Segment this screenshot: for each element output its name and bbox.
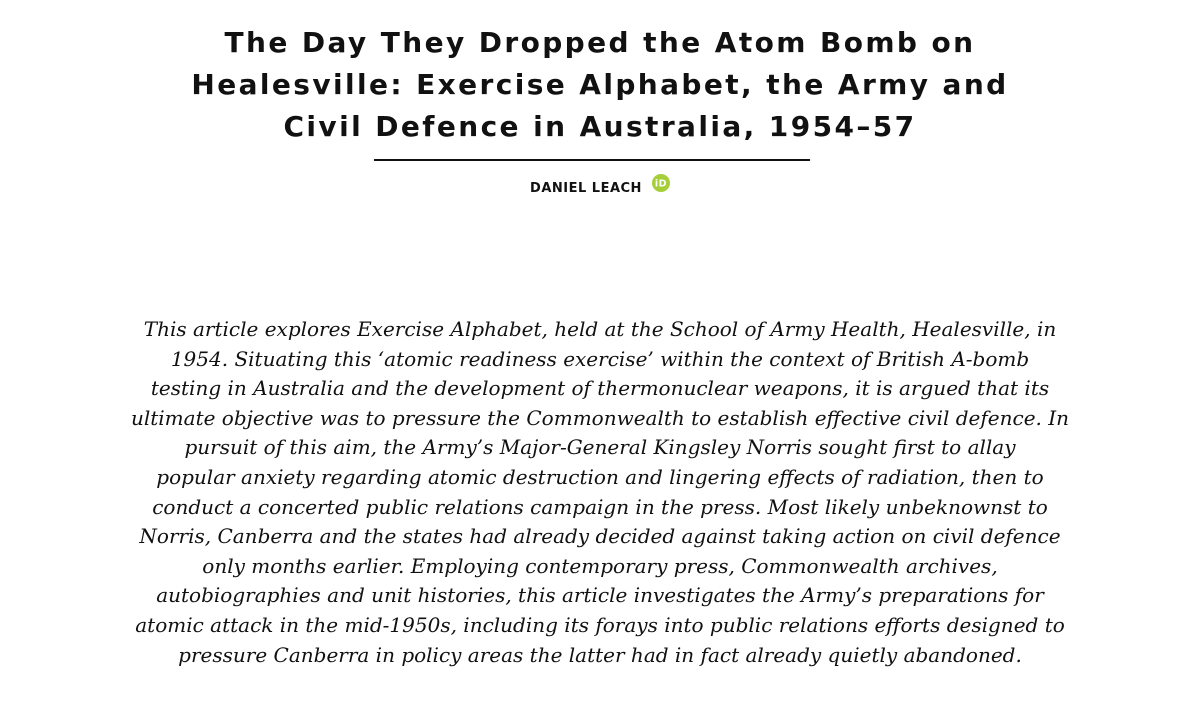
abstract-line-8: Norris, Canberra and the states had already decided against taking action on civil defence — [139, 524, 1061, 549]
title-divider — [374, 159, 810, 161]
abstract-line-3: testing in Australia and the development of thermonuclear weapons, it is argued that its — [150, 376, 1050, 401]
abstract-line-11: atomic attack in the mid-1950s, including its forays into public relations efforts designed to — [135, 612, 1065, 637]
title-line-2: Healesville: Exercise Alphabet, the Army and — [191, 68, 1009, 101]
author-name: DANIEL LEACH — [530, 181, 642, 196]
abstract-line-12: pressure Canberra in policy areas the latter had in fact already quietly abandoned. — [178, 642, 1022, 667]
title-line-3: Civil Defence in Australia, 1954–57 — [283, 110, 917, 143]
abstract-line-7: conduct a concerted public relations campaign in the press. Most likely unbeknownst to — [152, 494, 1048, 519]
orcid-badge — [652, 174, 670, 192]
abstract — [130, 315, 1070, 670]
orcid-text: iD — [654, 178, 668, 190]
abstract-line-1: This article explores Exercise Alphabet, held at the School of Army Health, Healesville, in — [143, 317, 1057, 341]
author-byline — [0, 177, 1200, 200]
orcid-icon[interactable] — [652, 174, 670, 200]
abstract-line-5: pursuit of this aim, the Army’s Major-General Kingsley Norris sought first to allay — [184, 435, 1016, 460]
abstract-line-6: popular anxiety regarding atomic destruction and lingering effects of radiation, then to — [156, 464, 1044, 489]
article-title — [100, 22, 1100, 148]
abstract-line-2: 1954. Situating this ‘atomic readiness exercise’ within the context of British A-bomb — [170, 346, 1030, 371]
abstract-line-9: only months earlier. Employing contemporary press, Commonwealth archives, — [202, 553, 998, 578]
title-line-1: The Day They Dropped the Atom Bomb on — [224, 26, 976, 59]
abstract-line-10: autobiographies and unit histories, this article investigates the Army’s preparations for — [156, 583, 1044, 608]
abstract-line-4: ultimate objective was to pressure the Commonwealth to establish effective civil defence. In — [130, 405, 1070, 430]
